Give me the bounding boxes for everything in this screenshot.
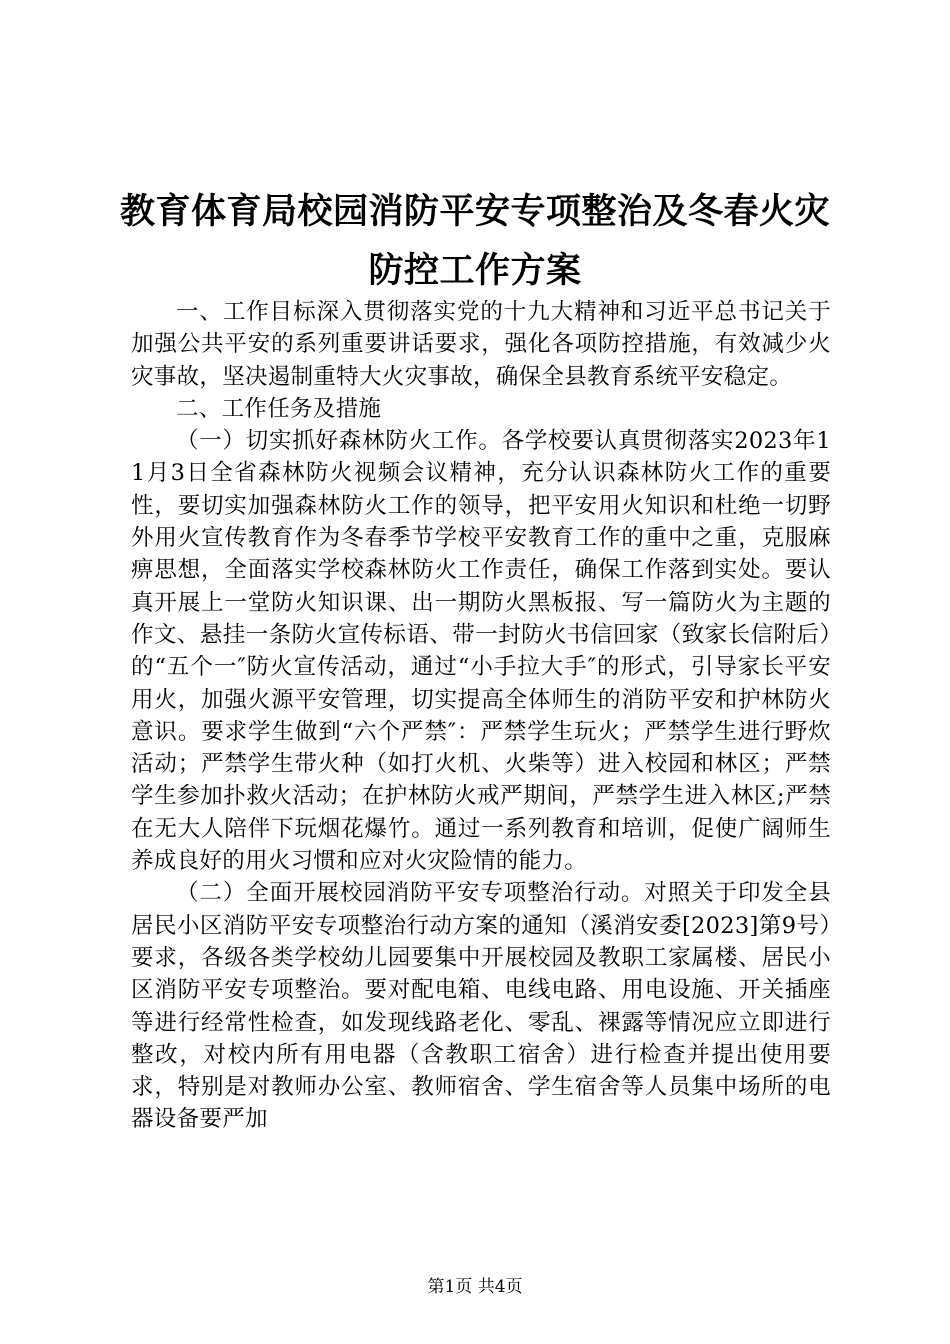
document-title-line-1: 教育体育局校园消防平安专项整治及冬春火灾 bbox=[119, 191, 830, 232]
document-body bbox=[131, 296, 831, 1136]
paragraph-section-heading: 二、工作任务及措施 bbox=[176, 395, 382, 422]
paragraph-campus-fire-safety: （二）全面开展校园消防平安专项整治行动。对照关于印发全县居民小区消防平安专项整治行动方案的通知（溪消安委[2023]第9号）要求，各级各类学校幼儿园要集中开展校园及教职工家属楼、居民小区消防平安专项整治。要对配电箱、电线电路、用电设施、开关插座等进行经常性检查，如发现线路老化、零乱、裸露等情况应立即进行整改，对校内所有用电器（含教职工宿舍）进行检查并提出使用要求，特别是对教师办公室、教师宿舍、学生宿舍等人员集中场所的电器设备要严加 bbox=[131, 880, 831, 1133]
document-title-line-2: 防控工作方案 bbox=[368, 250, 582, 291]
paragraph-work-goal: 一、工作目标深入贯彻落实党的十九大精神和习近平总书记关于加强公共平安的系列重要讲话要求，强化各项防控措施，有效减少火灾事故，坚决遏制重特大火灾事故，确保全县教育系统平安稳定。 bbox=[131, 299, 831, 390]
page-footer: 第1页 共4页 bbox=[427, 1277, 523, 1297]
paragraph-forest-fire-prevention: （一）切实抓好森林防火工作。各学校要认真贯彻落实2023年11月3日全省森林防火视频会议精神，充分认识森林防火工作的重要性，要切实加强森林防火工作的领导，把平安用火知识和杜绝一切野外用火宣传教育作为冬春季节学校平安教育工作的重中之重，克服麻痹思想，全面落实学校森林防火工作责任，确保工作落到实处。要认真开展上一堂防火知识课、出一期防火黑板报、写一篇防火为主题的作文、悬挂一条防火宣传标语、带一封防火书信回家（致家长信附后）的“五个一″防火宣传活动，通过“小手拉大手″的形式，引导家长平安用火，加强火源平安管理，切实提高全体师生的消防平安和护林防火意识。要求学生做到“六个严禁″：严禁学生玩火；严禁学生进行野炊活动；严禁学生带火种（如打火机、火柴等）进入校园和林区；严禁学生参加扑救火活动；在护林防火戒严期间，严禁学生进入林区;严禁在无大人陪伴下玩烟花爆竹。通过一系列教育和培训，促使广阔师生养成良好的用火习惯和应对火灾险情的能力。 bbox=[131, 428, 831, 875]
